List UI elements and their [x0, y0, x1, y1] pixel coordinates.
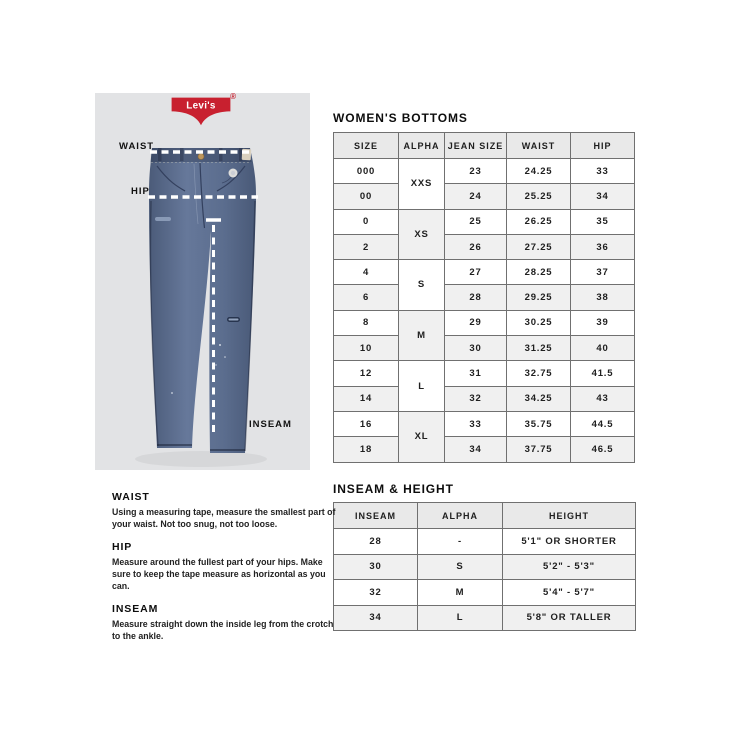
womens-bottoms-title: WOMEN'S BOTTOMS — [333, 111, 468, 125]
alpha-cell: XL — [399, 411, 445, 462]
col-waist: WAIST — [507, 133, 571, 159]
size-cell: 8 — [334, 310, 399, 335]
jean-size-cell: 27 — [445, 260, 507, 285]
waist-cell: 28.25 — [507, 260, 571, 285]
levis-batwing-icon — [168, 97, 234, 127]
table-row — [334, 411, 635, 436]
jean-size-cell: 31 — [445, 361, 507, 386]
alpha-cell: S — [418, 554, 503, 580]
size-cell: 0 — [334, 209, 399, 234]
inseam-cell: 30 — [334, 554, 418, 580]
inseam-cell: 32 — [334, 580, 418, 606]
col-size: SIZE — [334, 133, 399, 159]
waist-cell: 27.25 — [507, 234, 571, 259]
waist-cell: 37.75 — [507, 437, 571, 462]
table-header-row — [334, 133, 635, 159]
guide-waist-heading: WAIST — [112, 491, 150, 503]
measuring-guide — [112, 491, 338, 653]
size-cell: 6 — [334, 285, 399, 310]
alpha-cell: M — [399, 310, 445, 361]
hip-cell: 41.5 — [571, 361, 635, 386]
inseam-height-title: INSEAM & HEIGHT — [333, 482, 454, 496]
waist-cell: 26.25 — [507, 209, 571, 234]
waist-cell: 34.25 — [507, 386, 571, 411]
col-alpha: ALPHA — [399, 133, 445, 159]
hip-cell: 33 — [571, 159, 635, 184]
height-cell: 5'4" - 5'7" — [503, 580, 636, 606]
size-cell: 4 — [334, 260, 399, 285]
womens-bottoms-table — [333, 132, 635, 463]
waist-cell: 24.25 — [507, 159, 571, 184]
size-cell: 000 — [334, 159, 399, 184]
logo-text: Levi's — [186, 100, 216, 112]
table-row — [334, 184, 635, 209]
table-row — [334, 386, 635, 411]
hip-cell: 43 — [571, 386, 635, 411]
alpha-cell: S — [399, 260, 445, 311]
waist-cell: 32.75 — [507, 361, 571, 386]
hip-cell: 37 — [571, 260, 635, 285]
table-row — [334, 361, 635, 386]
alpha-cell: M — [418, 580, 503, 606]
waist-cell: 35.75 — [507, 411, 571, 436]
jean-size-cell: 30 — [445, 336, 507, 361]
alpha-cell: L — [399, 361, 445, 412]
table-row — [334, 209, 635, 234]
inseam-diagram-label: INSEAM — [249, 419, 292, 430]
table-row — [334, 234, 635, 259]
guide-hip-heading: HIP — [112, 541, 133, 553]
inseam-cell: 28 — [334, 529, 418, 555]
levis-logo — [168, 92, 236, 127]
size-cell: 16 — [334, 411, 399, 436]
waist-cell: 25.25 — [507, 184, 571, 209]
hip-cell: 39 — [571, 310, 635, 335]
inseam-height-table — [333, 502, 636, 631]
hip-cell: 36 — [571, 234, 635, 259]
hip-cell: 38 — [571, 285, 635, 310]
hip-cell: 40 — [571, 336, 635, 361]
table-row — [334, 260, 635, 285]
guide-waist-text: Using a measuring tape, measure the smallest part of your waist. Not too snug, not too loose. — [112, 507, 336, 529]
guide-inseam-text: Measure straight down the inside leg from the crotch to the ankle. — [112, 619, 334, 641]
hip-cell: 34 — [571, 184, 635, 209]
jean-size-cell: 26 — [445, 234, 507, 259]
table-row — [334, 580, 636, 606]
jean-size-cell: 33 — [445, 411, 507, 436]
size-cell: 14 — [334, 386, 399, 411]
alpha-cell: XS — [399, 209, 445, 260]
height-cell: 5'2" - 5'3" — [503, 554, 636, 580]
size-cell: 10 — [334, 336, 399, 361]
table-row — [334, 336, 635, 361]
waist-cell: 30.25 — [507, 310, 571, 335]
jean-size-cell: 28 — [445, 285, 507, 310]
waist-cell: 31.25 — [507, 336, 571, 361]
waist-cell: 29.25 — [507, 285, 571, 310]
hip-cell: 46.5 — [571, 437, 635, 462]
table-row — [334, 554, 636, 580]
alpha-cell: - — [418, 529, 503, 555]
table-row — [334, 529, 636, 555]
table-row — [334, 605, 636, 631]
table-row — [334, 159, 635, 184]
col-jean-size: JEAN SIZE — [445, 133, 507, 159]
col-hip: HIP — [571, 133, 635, 159]
size-cell: 18 — [334, 437, 399, 462]
size-cell: 2 — [334, 234, 399, 259]
col-alpha: ALPHA — [418, 503, 503, 529]
hip-diagram-label: HIP — [131, 186, 150, 197]
hip-cell: 44.5 — [571, 411, 635, 436]
table-row — [334, 310, 635, 335]
jean-size-cell: 34 — [445, 437, 507, 462]
inseam-cell: 34 — [334, 605, 418, 631]
height-cell: 5'8" OR TALLER — [503, 605, 636, 631]
guide-inseam-heading: INSEAM — [112, 603, 159, 615]
jean-size-cell: 24 — [445, 184, 507, 209]
alpha-cell: L — [418, 605, 503, 631]
alpha-cell: XXS — [399, 159, 445, 210]
registered-trademark: ® — [230, 92, 236, 101]
waist-diagram-label: WAIST — [119, 141, 155, 152]
jean-size-cell: 29 — [445, 310, 507, 335]
jeans-diagram-panel — [95, 93, 310, 470]
jean-size-cell: 32 — [445, 386, 507, 411]
table-header-row — [334, 503, 636, 529]
table-row — [334, 285, 635, 310]
guide-hip-text: Measure around the fullest part of your hips. Make sure to keep the tape measure as horizontal as you can. — [112, 557, 326, 591]
jean-size-cell: 25 — [445, 209, 507, 234]
height-cell: 5'1" OR SHORTER — [503, 529, 636, 555]
col-inseam: INSEAM — [334, 503, 418, 529]
col-height: HEIGHT — [503, 503, 636, 529]
size-cell: 12 — [334, 361, 399, 386]
hip-cell: 35 — [571, 209, 635, 234]
size-cell: 00 — [334, 184, 399, 209]
jean-size-cell: 23 — [445, 159, 507, 184]
table-row — [334, 437, 635, 462]
